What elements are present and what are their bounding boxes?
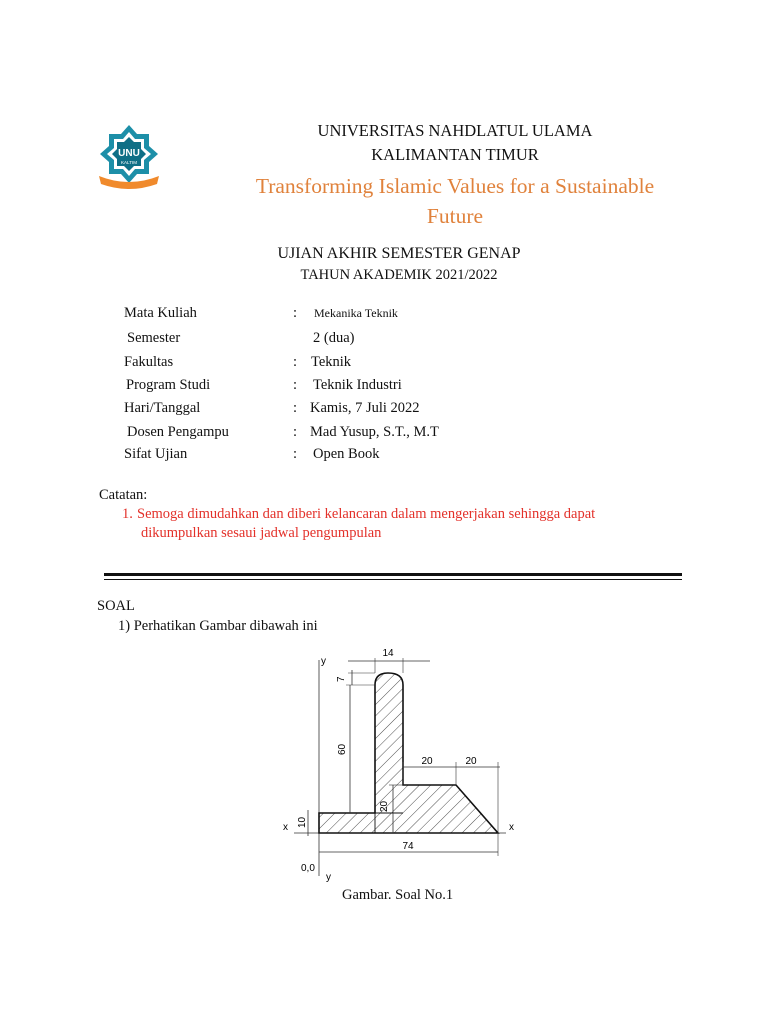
logo-text: UNU <box>118 148 140 159</box>
dim-total-w: 74 <box>402 841 414 852</box>
note-line2: dikumpulkan sesaui jadwal pengumpulan <box>141 525 382 541</box>
tagline-line1: Transforming Islamic Values for a Sustainable <box>255 174 655 198</box>
info-label: Sifat Ujian <box>124 446 188 462</box>
info-colon: : <box>293 400 298 416</box>
info-colon: : <box>293 424 298 440</box>
tagline-line2: Future <box>426 204 484 228</box>
note-number: 1. <box>122 506 133 522</box>
section-divider <box>104 573 682 576</box>
note-line1: Semoga dimudahkan dan diberi kelancaran dalam mengerjakan sehingga dapat <box>137 506 596 522</box>
info-colon: : <box>293 305 298 321</box>
info-colon: : <box>293 354 298 370</box>
info-value: Mad Yusup, S.T., M.T <box>310 424 439 440</box>
info-value: Teknik Industri <box>313 377 402 393</box>
dim-height: 60 <box>337 743 348 755</box>
axis-y-top: y <box>321 656 326 667</box>
exam-title: UJIAN AKHIR SEMESTER GENAP <box>277 245 521 262</box>
info-label: Mata Kuliah <box>124 305 197 321</box>
info-value: Teknik <box>311 354 352 370</box>
axis-x-right: x <box>509 822 514 833</box>
dim-base-h: 10 <box>297 816 308 828</box>
notes-heading: Catatan: <box>99 487 148 503</box>
info-label: Fakultas <box>124 354 174 370</box>
university-name: UNIVERSITAS NAHDLATUL ULAMA <box>317 121 593 140</box>
dim-step-w1: 20 <box>421 756 433 767</box>
info-value: Kamis, 7 Juli 2022 <box>310 400 420 416</box>
dim-step-h: 20 <box>379 800 390 812</box>
cross-section-figure <box>270 640 530 890</box>
questions-heading: SOAL <box>97 598 135 614</box>
question-1: 1) Perhatikan Gambar dibawah ini <box>118 618 318 634</box>
section-divider-thin <box>104 579 682 580</box>
origin-label: 0,0 <box>301 863 315 874</box>
university-region: KALIMANTAN TIMUR <box>371 145 539 164</box>
academic-year: TAHUN AKADEMIK 2021/2022 <box>300 267 498 283</box>
axis-y-bottom: y <box>326 872 331 883</box>
logo-subtext: KALTIM <box>121 160 137 165</box>
info-colon: : <box>293 446 298 462</box>
info-label: Program Studi <box>126 377 211 393</box>
axis-x-left: x <box>283 822 288 833</box>
info-value: Open Book <box>313 446 380 462</box>
info-value: 2 (dua) <box>313 330 355 346</box>
dim-step-w2: 20 <box>465 756 477 767</box>
info-label: Dosen Pengampu <box>127 424 229 440</box>
info-colon: : <box>293 377 298 393</box>
info-label: Semester <box>127 330 181 346</box>
dim-fillet: 7 <box>336 676 347 682</box>
dim-top: 14 <box>382 648 394 659</box>
info-value: Mekanika Teknik <box>314 306 398 320</box>
info-label: Hari/Tanggal <box>124 400 201 416</box>
figure-caption: Gambar. Soal No.1 <box>342 887 454 903</box>
